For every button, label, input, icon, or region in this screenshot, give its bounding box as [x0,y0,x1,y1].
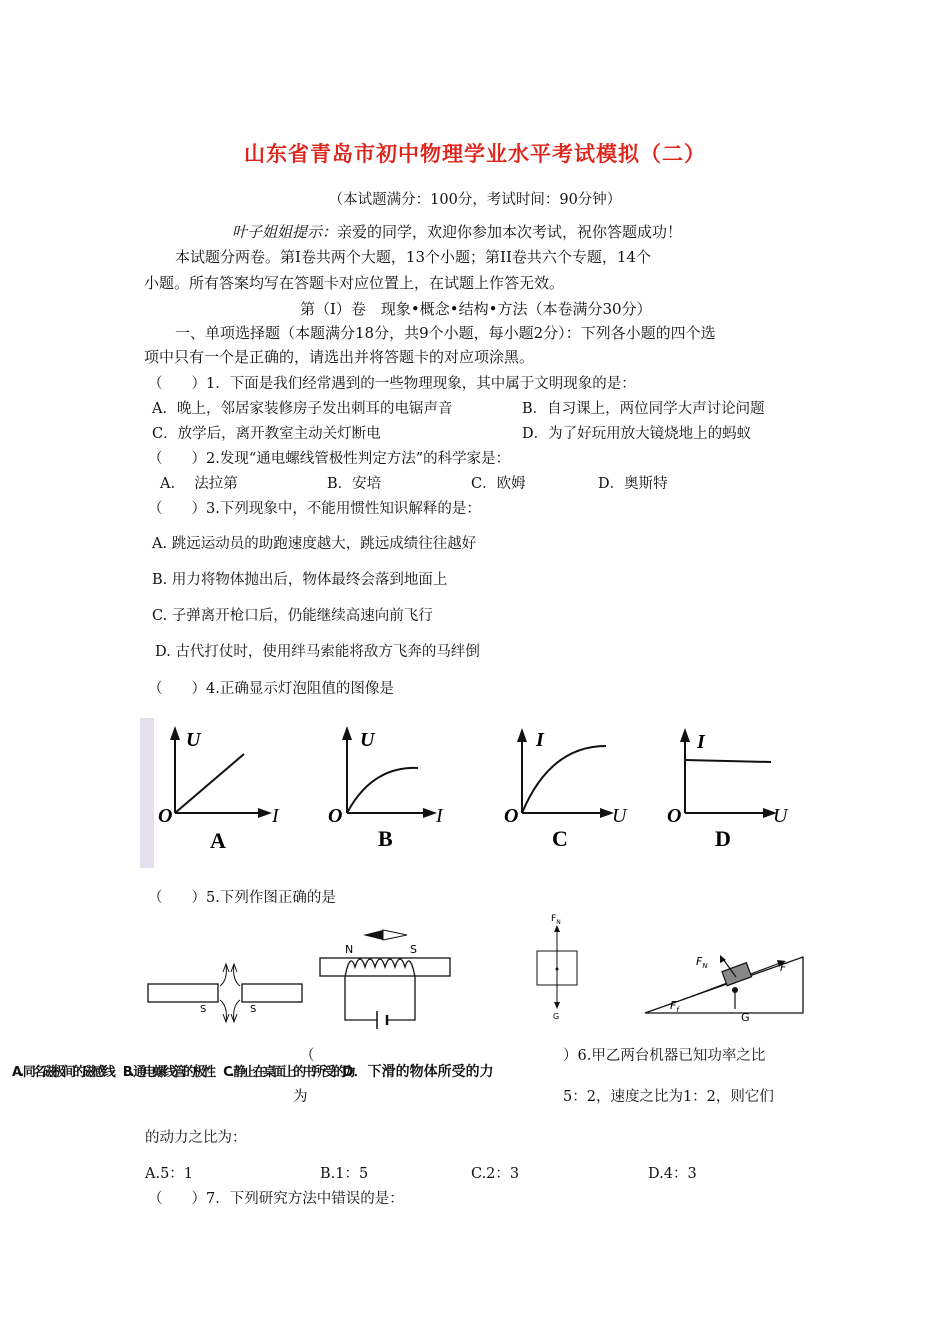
q6-option-a: A.5：1 [145,1166,194,1182]
q3-option-d: D. 古代打仗时，使用绊马索能将敌方飞奔的马绊倒 [155,644,480,660]
field-lines [220,964,240,1022]
page-title: 山东省青岛市初中物理学业水平考试模拟（二） [244,141,706,166]
q2-option-c: C．欧姆 [471,476,526,492]
y-axis-label: I [536,729,544,751]
graph-b [320,718,470,868]
coil-windings [345,959,415,977]
q6-option-d: D.4：3 [648,1166,697,1182]
q2-option-d: D．奥斯特 [598,476,668,492]
graph-letter: A [210,828,226,853]
block-body [722,963,752,986]
q6-stem-wei: 为 [293,1089,308,1105]
incline-gravity-label: G [741,1011,750,1024]
incline-pull-label: F [780,961,787,974]
x-axis-label: I [272,805,279,827]
origin-label: O [667,805,682,827]
sliding-block [722,963,752,986]
curve-saturating [522,746,606,813]
q3-option-b: B. 用力将物体抛出后，物体最终会落到地面上 [152,572,448,588]
origin-label: O [504,805,519,827]
magnet-pole-s-left: S [200,1004,207,1015]
graph-letter: D [715,826,731,851]
q3-option-c: C. 子弹离开枪口后，仍能继续高速向前飞行 [152,608,433,624]
solenoid-pole-s: S [410,943,417,956]
incline-force-diagram [640,945,815,1025]
q7-stem: （ ）7．下列研究方法中错误的是： [148,1191,404,1207]
incline-fn-subscript: N [702,962,708,970]
curve-constant [685,760,771,762]
y-axis-label: U [360,729,375,751]
gravity-arrowhead [554,1002,560,1009]
book-force-diagram [530,905,590,1020]
y-axis-label: U [186,729,201,751]
curve-saturating [347,768,418,813]
circuit-wire [345,977,415,1020]
y-axis-arrow [680,728,690,742]
q2-stem: （ ）2.发现“通电螺线管极性判定方法”的科学家是： [148,451,511,467]
tip-line [232,221,682,242]
origin-label: O [328,805,343,827]
q5-caption-overlap: A. 同名磁极间的磁感线 B. 通电螺线管的极性 C. 静止在桌面上的书所受的力 [12,1065,354,1080]
magnet-right [242,984,302,1002]
magnet-pole-s-right: S [250,1004,257,1015]
fn-subscript: N [556,919,561,926]
q6-stem-open: （ [300,1048,315,1064]
origin-label: O [158,805,173,827]
x-axis-arrow [423,808,437,818]
tip-text: 亲爱的同学，欢迎你参加本次考试，祝你答题成功！ [337,223,683,241]
q1-stem: （ ）1．下面是我们经常遇到的一些物理现象，其中属于文明现象的是： [148,376,636,392]
x-axis-label: U [773,805,788,827]
exam-info: （本试题满分：100分，考试时间：90分钟） [328,192,622,208]
magnet-left [148,984,218,1002]
normal-force-arrowhead [554,925,560,932]
compass-needle-light [383,930,407,940]
q4-stem: （ ）4.正确显示灯泡阻值的图像是 [148,681,394,697]
scan-shadow [140,718,154,868]
gravity-label: G [553,1012,560,1021]
q3-option-a: A. 跳远运动员的助跑速度越大，跳远成绩往往越好 [152,536,477,552]
q2-option-b: B．安培 [327,476,382,492]
q6-stem-line1: ）6.甲乙两台机器已知功率之比 [563,1048,766,1064]
x-axis-label: I [436,805,443,827]
part-one-line-1: 一、单项选择题（本题满分18分，共9个小题，每小题2分）：下列各小题的四个选 [175,324,716,342]
q6-option-c: C.2：3 [471,1166,520,1182]
q6-option-b: B.1：5 [320,1166,369,1182]
graph-c [500,718,650,868]
q3-stem: （ ）3.下列现象中，不能用惯性知识解释的是： [148,501,481,517]
q5-caption-d: D．下滑的物体所受的力 [342,1064,494,1080]
graph-letter: B [378,826,393,851]
normal-force-label [551,914,561,926]
graph-d [665,718,815,868]
intro-line-1: 本试题分两卷。第Ⅰ卷共两个大题，13个小题；第II卷共六个专题，14个 [175,248,651,266]
y-axis-label: I [697,731,705,753]
q1-option-c: C．放学后，离开教室主动关灯断电 [152,426,381,442]
fn-letter: F [551,914,557,924]
q1-option-d: D．为了好玩用放大镜烧地上的蚂蚁 [522,426,752,442]
graph-letter: C [552,826,568,851]
y-axis-arrow [170,726,180,740]
magnet-field-diagram [140,950,310,1030]
y-axis-arrow [342,726,352,740]
incline-normal-label [696,955,708,970]
incline-ff-subscript: f [676,1006,679,1014]
intro-line-2: 小题。所有答案均写在答题卡对应位置上，在试题上作答无效。 [144,274,565,292]
q5-stem: （ ）5.下列作图正确的是 [148,890,336,906]
x-axis-label: U [612,805,627,827]
curve-linear [175,754,244,813]
y-axis-arrow [517,728,527,742]
q6-stem-line2: 5：2，速度之比为1：2，则它们 [563,1089,774,1105]
section-header: 第（I）卷 现象•概念•结构•方法（本卷满分30分） [300,300,652,318]
q1-option-a: A．晚上，邻居家装修房子发出刺耳的电锯声音 [152,401,453,417]
incline-fn-letter: F [696,955,703,968]
field-arrows [223,964,237,1022]
compass-needle-dark [363,930,383,940]
tip-label: 叶子姐姐提示： [232,223,338,241]
solenoid-pole-n: N [345,943,354,956]
q1-option-b: B．自习课上，两位同学大声讨论问题 [522,401,765,417]
part-one-line-2: 项中只有一个是正确的，请选出并将答题卡的对应项涂黑。 [144,348,535,366]
solenoid-diagram [315,925,460,1035]
graph-a [140,718,290,868]
x-axis-arrow [258,808,272,818]
q6-stem-line3: 的动力之比为： [145,1130,247,1146]
q2-option-a: A. 法拉第 [160,476,238,492]
incline-ff-letter: F [670,999,677,1012]
